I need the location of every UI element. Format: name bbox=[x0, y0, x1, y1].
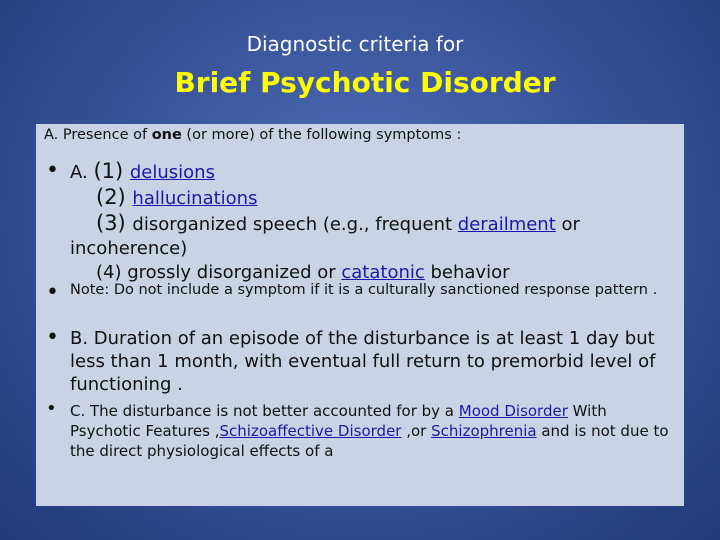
intro-suffix: (or more) of the following symptoms : bbox=[181, 127, 462, 143]
hallucinations-link[interactable]: hallucinations bbox=[132, 188, 258, 209]
criterion-c-prefix: C. The disturbance is not better accounted for by a bbox=[70, 402, 459, 420]
schizoaffective-disorder-link[interactable]: Schizoaffective Disorder bbox=[219, 422, 402, 440]
symptom-line-2 bbox=[70, 185, 670, 211]
list-lead: A. bbox=[70, 162, 94, 183]
symptom-line-3-cont: incoherence) bbox=[70, 238, 188, 259]
symptom-number-3: (3) bbox=[96, 211, 133, 235]
criterion-a-intro bbox=[44, 127, 461, 143]
criterion-b: B. Duration of an episode of the disturbance is at least 1 day but less than 1 month, with eventual full return to premorbid level of functioning . bbox=[70, 328, 656, 395]
symptom-4-prefix: (4) grossly disorganized or bbox=[96, 262, 342, 283]
culture-note: Note: Do not include a symptom if it is a culturally sanctioned response pattern . bbox=[70, 282, 658, 298]
mood-disorder-link[interactable]: Mood Disorder bbox=[458, 402, 568, 420]
intro-prefix: A. Presence of bbox=[44, 127, 152, 143]
content-panel bbox=[36, 124, 684, 506]
symptom-line-3 bbox=[70, 211, 670, 237]
criterion-c bbox=[70, 401, 670, 461]
bullet-icon: • bbox=[46, 325, 59, 350]
derailment-link[interactable]: derailment bbox=[457, 214, 556, 235]
slide-title: Brief Psychotic Disorder bbox=[174, 66, 556, 99]
symptom-list bbox=[70, 159, 670, 285]
speech-suffix: or bbox=[555, 214, 580, 235]
criterion-c-mid1: With Psychotic Features , bbox=[70, 402, 607, 440]
catatonic-link[interactable]: catatonic bbox=[341, 262, 425, 283]
delusions-link[interactable]: delusions bbox=[129, 162, 215, 183]
intro-bold: one bbox=[151, 127, 182, 143]
speech-prefix: disorganized speech (e.g., frequent bbox=[132, 214, 458, 235]
bullet-icon: • bbox=[46, 398, 57, 419]
schizophrenia-link[interactable]: Schizophrenia bbox=[431, 422, 537, 440]
bullet-icon: • bbox=[46, 158, 59, 183]
criterion-c-mid2: ,or bbox=[401, 422, 432, 440]
symptom-number-2: (2) bbox=[96, 185, 133, 209]
symptom-4-suffix: behavior bbox=[424, 262, 510, 283]
symptom-number-1: (1) bbox=[93, 159, 130, 183]
bullet-icon: • bbox=[46, 280, 59, 305]
symptom-line-1 bbox=[70, 159, 670, 185]
criterion-c-suffix: and is not due to the direct physiological effects of a bbox=[70, 422, 669, 460]
slide-subtitle: Diagnostic criteria for bbox=[246, 32, 464, 56]
